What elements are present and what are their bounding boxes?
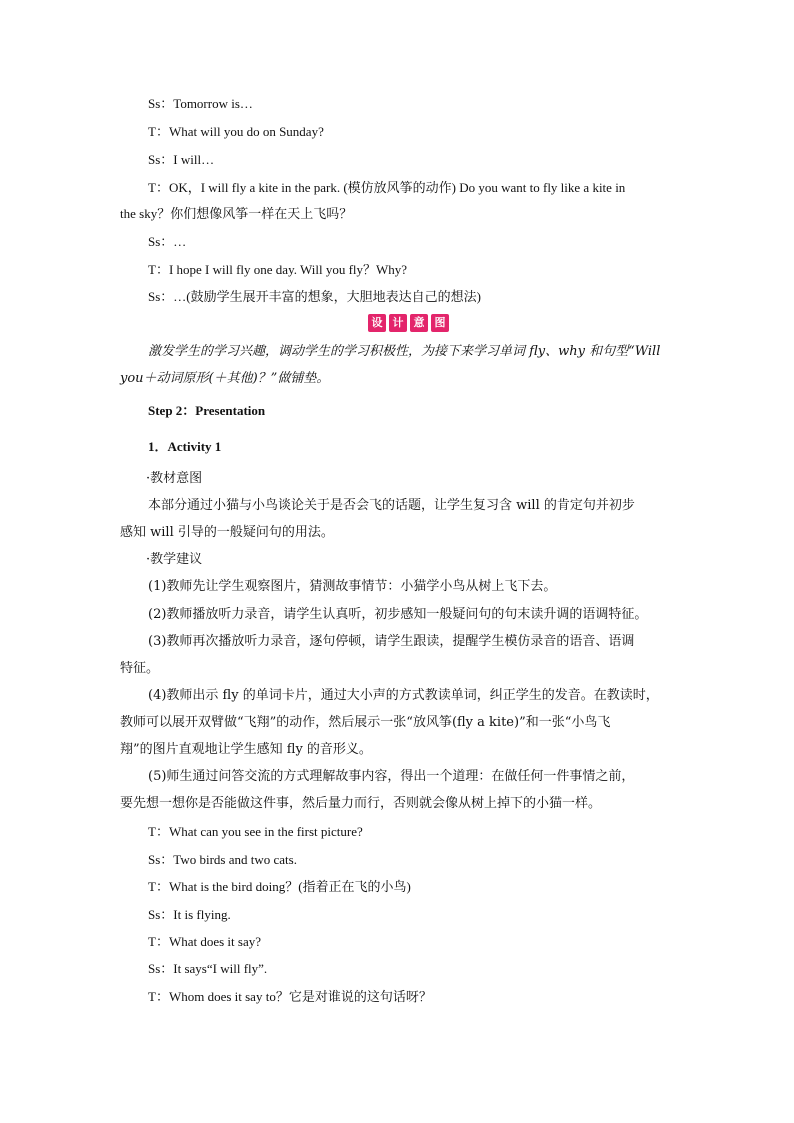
advice-item: (2)教师播放听力录音，请学生认真听，初步感知一般疑问句的句末读升调的语调特征。 bbox=[148, 607, 648, 622]
dialogue-line: Ss：It says“I will fly”. bbox=[148, 961, 268, 976]
dialogue-line: T：What is the bird doing？(指着正在飞的小鸟) bbox=[148, 879, 411, 894]
dialogue-line: T：I hope I will fly one day. Will you fly？Why? bbox=[148, 262, 408, 277]
dialogue-line: T：What does it say? bbox=[148, 934, 261, 949]
dialogue-line: T：Whom does it say to？它是对谁说的这句话呀？ bbox=[148, 989, 432, 1004]
advice-item: 翔”的图片直观地让学生感知 fly 的音形义。 bbox=[120, 742, 372, 757]
design-intent-text: 激发学生的学习兴趣，调动学生的学习积极性，为接下来学习单词 fly、why 和句型“Will bbox=[148, 344, 661, 359]
section-heading-step2: Step 2：Presentation bbox=[148, 403, 266, 418]
dialogue-line: Ss：… bbox=[148, 234, 187, 249]
dialogue-line: Ss：I will… bbox=[148, 152, 215, 167]
paragraph-line: 本部分通过小猫与小鸟谈论关于是否会飞的话题，让学生复习含 will 的肯定句并初步 bbox=[148, 498, 635, 513]
dialogue-line: T：OK，I will fly a kite in the park. (模仿放风筝的动作) Do you want to fly like a kite in bbox=[148, 180, 626, 195]
advice-item: 教师可以展开双臂做“飞翔”的动作，然后展示一张“放风筝(fly a kite)”和一张“小鸟飞 bbox=[120, 715, 611, 730]
advice-item: 要先想一想你是否能做这件事，然后量力而行，否则就会像从树上掉下的小猫一样。 bbox=[120, 796, 602, 811]
subheading-teaching-advice: ·教学建议 bbox=[146, 552, 203, 567]
dialogue-line: Ss：Tomorrow is… bbox=[148, 96, 253, 111]
paragraph-line: 感知 will 引导的一般疑问句的用法。 bbox=[120, 525, 334, 540]
advice-item: (5)师生通过问答交流的方式理解故事内容，得出一个道理：在做任何一件事情之前， bbox=[148, 769, 635, 784]
advice-item: (4)教师出示 fly 的单词卡片，通过大小声的方式教读单词，纠正学生的发音。在教读时， bbox=[148, 688, 659, 703]
advice-item: (3)教师再次播放听力录音，逐句停顿，请学生跟读，提醒学生模仿录音的语音、语调 bbox=[148, 634, 635, 649]
dialogue-line: Ss：Two birds and two cats. bbox=[148, 852, 297, 867]
badge-char: 图 bbox=[431, 314, 449, 332]
subsection-heading-activity1: 1．Activity 1 bbox=[148, 439, 222, 454]
dialogue-line: Ss：It is flying. bbox=[148, 907, 231, 922]
badge-char: 计 bbox=[389, 314, 407, 332]
dialogue-line: T：What will you do on Sunday? bbox=[148, 124, 324, 139]
dialogue-line: Ss：…(鼓励学生展开丰富的想象，大胆地表达自己的想法) bbox=[148, 289, 481, 304]
badge-char: 意 bbox=[410, 314, 428, 332]
design-intent-badge bbox=[368, 314, 449, 334]
design-intent-text: you＋动词原形(＋其他)？”做铺垫。 bbox=[120, 371, 330, 386]
subheading-material-intent: ·教材意图 bbox=[146, 471, 203, 486]
badge-char: 设 bbox=[368, 314, 386, 332]
dialogue-line: T：What can you see in the first picture? bbox=[148, 824, 363, 839]
advice-item: 特征。 bbox=[120, 661, 160, 676]
dialogue-line: the sky？你们想像风筝一样在天上飞吗？ bbox=[120, 206, 353, 221]
advice-item: (1)教师先让学生观察图片，猜测故事情节：小猫学小鸟从树上飞下去。 bbox=[148, 579, 557, 594]
